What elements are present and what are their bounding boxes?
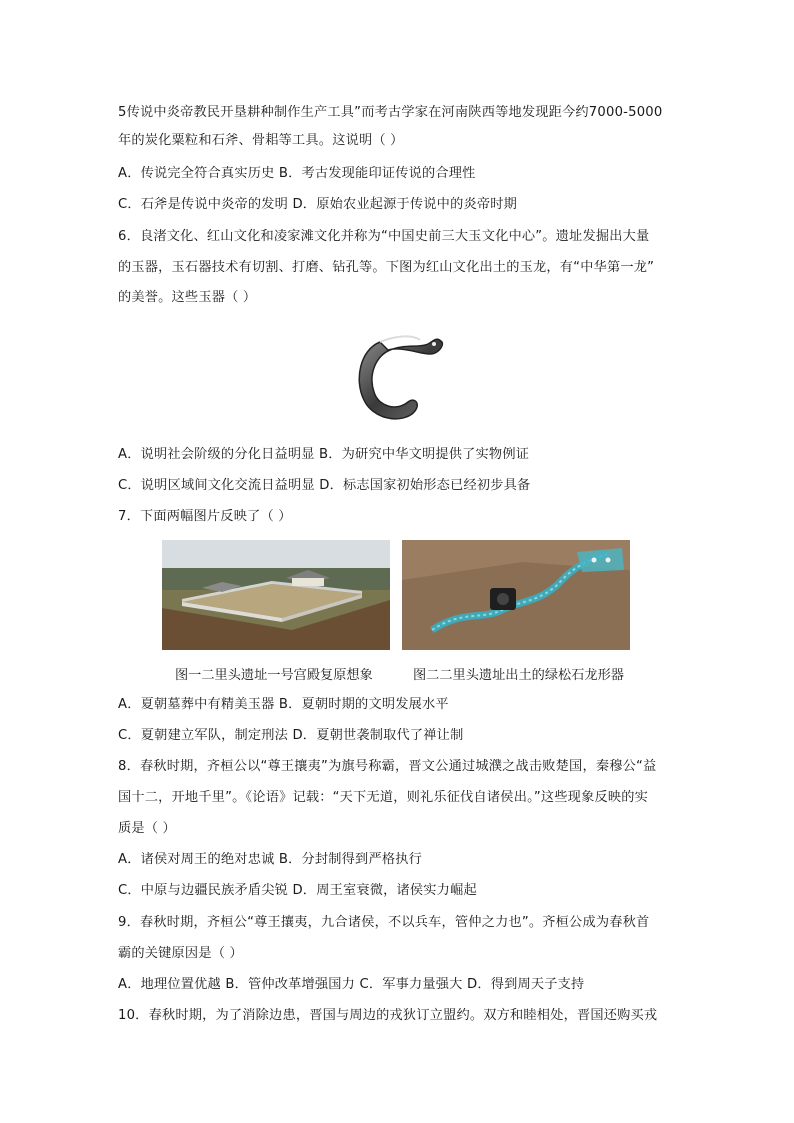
q7-options-cd: C．夏朝建立军队，制定刑法 D．夏朝世袭制取代了禅让制 <box>118 728 464 743</box>
q9-options: A．地理位置优越 B．管仲改革增强国力 C．军事力量强大 D．得到周天子支持 <box>118 977 585 992</box>
q7-options-ab: A．夏朝墓葬中有精美玉器 B．夏朝时期的文明发展水平 <box>118 697 449 712</box>
turquoise-dragon-image <box>402 540 630 650</box>
q8-options-cd: C．中原与边疆民族矛盾尖锐 D．周王室衰微，诸侯实力崛起 <box>118 883 477 898</box>
q6-stem-line1: 6．良渚文化、红山文化和凌家滩文化并称为“中国史前三大玉文化中心”。遗址发掘出大量 <box>118 229 650 244</box>
q8-options-ab: A．诸侯对周王的绝对忠诚 B．分封制得到严格执行 <box>118 852 422 867</box>
q7-caption-1: 图一二里头遗址一号宫殿复原想象 <box>175 668 373 683</box>
q6-options-cd: C．说明区域间文化交流日益明显 D．标志国家初始形态已经初步具备 <box>118 478 531 493</box>
jade-dragon-image <box>350 328 446 428</box>
q6-stem-line2: 的玉器，玉石器技术有切割、打磨、钻孔等。下图为红山文化出土的玉龙，有“中华第一龙” <box>118 260 655 275</box>
q7-stem-line1: 7．下面两幅图片反映了（ ） <box>118 509 292 524</box>
q8-stem-line3: 质是（ ） <box>118 821 176 836</box>
q8-stem-line2: 国十二，开地千里”。《论语》记载：“天下无道，则礼乐征伐自诸侯出。”这些现象反映的实 <box>118 790 649 805</box>
q5-stem-line1: 5传说中炎帝教民开垦耕种制作生产工具”而考古学家在河南陕西等地发现距今约7000-5000 <box>118 105 663 120</box>
palace-reconstruction-image <box>162 540 390 650</box>
q5-stem-line2: 年的炭化粟粒和石斧、骨耜等工具。这说明（ ） <box>118 133 404 148</box>
q9-stem-line2: 霸的关键原因是（ ） <box>118 946 243 961</box>
q6-options-ab: A．说明社会阶级的分化日益明显 B．为研究中华文明提供了实物例证 <box>118 447 530 462</box>
q7-caption-2: 图二二里头遗址出土的绿松石龙形器 <box>413 668 624 683</box>
q9-stem-line1: 9．春秋时期，齐桓公“尊王攘夷，九合诸侯，不以兵车，管仲之力也”。齐桓公成为春秋首 <box>118 915 650 930</box>
q5-options-cd: C．石斧是传说中炎帝的发明 D．原始农业起源于传说中的炎帝时期 <box>118 197 518 212</box>
q8-stem-line1: 8．春秋时期，齐桓公以“尊王攘夷”为旗号称霸，晋文公通过城濮之战击败楚国，秦穆公“益 <box>118 759 657 774</box>
q6-stem-line3: 的美誉。这些玉器（ ） <box>118 290 257 305</box>
q5-options-ab: A．传说完全符合真实历史 B．考古发现能印证传说的合理性 <box>118 166 476 181</box>
q10-stem-line1: 10．春秋时期，为了消除边患，晋国与周边的戎狄订立盟约。双方和睦相处，晋国还购买戎 <box>118 1008 658 1023</box>
